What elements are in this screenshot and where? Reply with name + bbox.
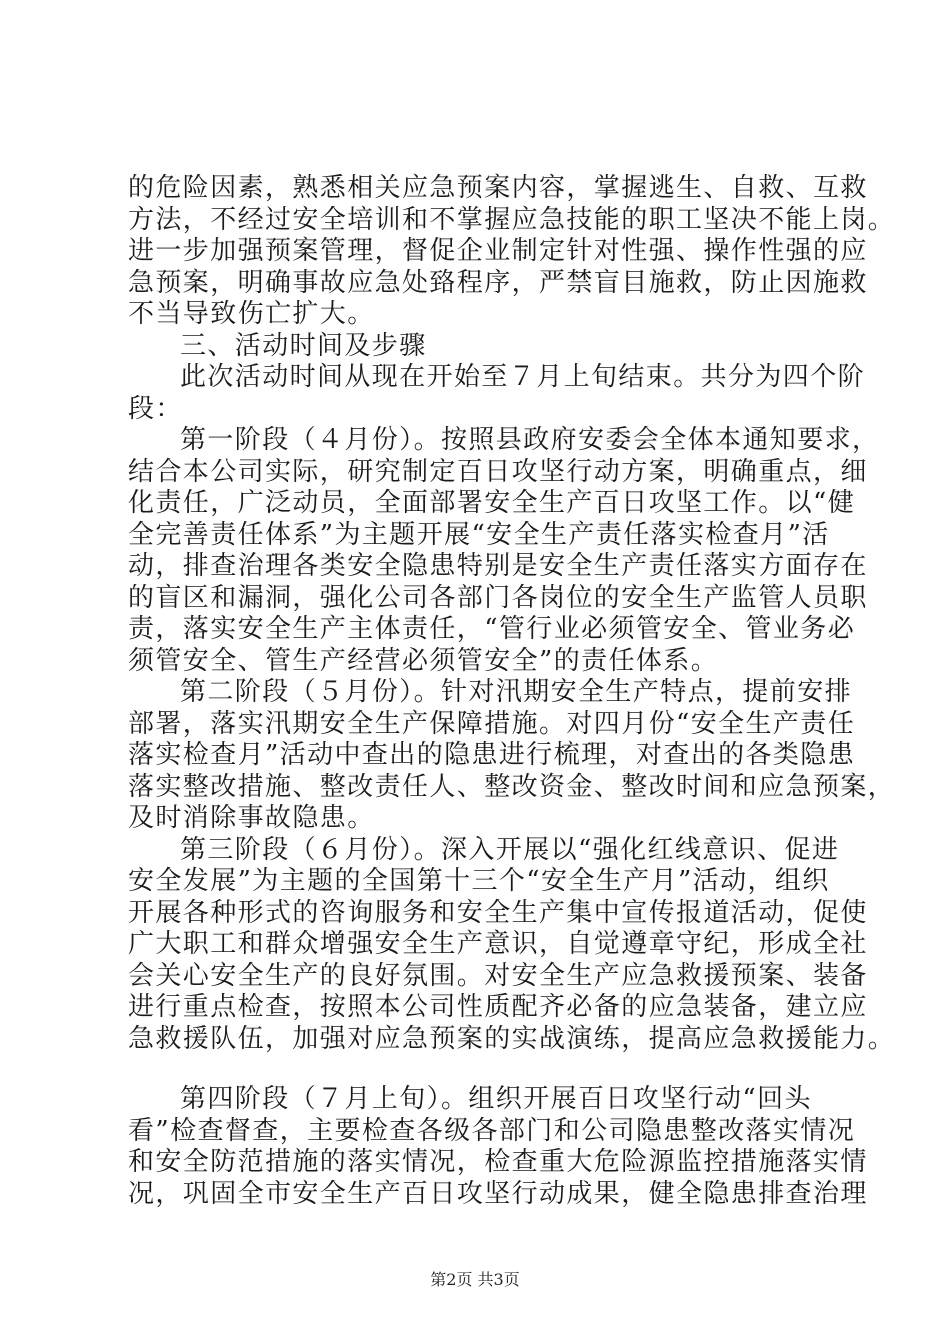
text-line: 会关心安全生产的良好氛围。对安全生产应急救援预案、装备: [128, 960, 868, 991]
text-line: 方法，不经过安全培训和不掌握应急技能的职工坚决不能上岗。: [128, 204, 896, 235]
text-line: 落实检查月”活动中查出的隐患进行梳理，对查出的各类隐患: [128, 740, 856, 770]
text-line: 况，巩固全市安全生产百日攻坚行动成果，健全隐患排查治理: [128, 1178, 868, 1209]
text-line: 此次活动时间从现在开始至７月上旬结束。共分为四个阶: [180, 362, 866, 392]
paragraph-gap: [128, 1055, 843, 1084]
text-line: 和安全防范措施的落实情况，检查重大危险源监控措施落实情: [128, 1147, 868, 1177]
text-line: 责，落实安全生产主体责任，“管行业必须管安全、管业务必: [128, 614, 856, 644]
text-line: 动，排查治理各类安全隐患特别是安全生产责任落实方面存在: [128, 551, 868, 581]
page-footer: 第2页 共3页: [430, 1270, 520, 1289]
text-line: 的危险因素，熟悉相关应急预案内容，掌握逃生、自救、互救: [128, 173, 868, 203]
section-heading: 三、活动时间及步骤: [180, 330, 427, 361]
text-line: 的盲区和漏洞，强化公司各部门各岗位的安全生产监管人员职: [128, 582, 868, 613]
text-line: 第四阶段（７月上旬）。组织开展百日攻坚行动“回头: [180, 1084, 812, 1114]
text-line: 安全发展”为主题的全国第十三个“安全生产月”活动，组织: [128, 866, 830, 896]
text-line: 第二阶段（５月份）。针对汛期安全生产特点，提前安排: [180, 677, 853, 707]
text-line: 看”检查督查，主要检查各级各部门和公司隐患整改落实情况: [128, 1115, 856, 1146]
text-line: 落实整改措施、整改责任人、整改资金、整改时间和应急预案，: [128, 771, 896, 802]
text-line: 结合本公司实际，研究制定百日攻坚行动方案，明确重点，细: [128, 456, 868, 487]
text-line: 开展各种形式的咨询服务和安全生产集中宣传报道活动，促使: [128, 897, 868, 928]
text-line: 段：: [128, 393, 183, 424]
text-line: 及时消除事故隐患。: [128, 803, 375, 833]
text-line: 广大职工和群众增强安全生产意识，自觉遵章守纪，形成全社: [128, 929, 868, 959]
text-line: 第三阶段（６月份）。深入开展以“强化红线意识、促进: [180, 834, 840, 865]
text-line: 全完善责任体系”为主题开展“安全生产责任落实检查月”活: [128, 519, 830, 550]
text-line: 进行重点检查，按照本公司性质配齐必备的应急装备，建立应: [128, 992, 868, 1022]
text-line: 不当导致伤亡扩大。: [128, 299, 375, 329]
text-line: 进一步加强预案管理，督促企业制定针对性强、操作性强的应: [128, 236, 868, 266]
text-line: 第一阶段（４月份）。按照县政府安委会全体本通知要求，: [180, 425, 880, 455]
document-body: [128, 173, 896, 1210]
text-line: 急救援队伍，加强对应急预案的实战演练，提高应急救援能力。: [128, 1023, 896, 1054]
text-line: 部署，落实汛期安全生产保障措施。对四月份“安全生产责任: [128, 708, 856, 739]
text-line: 急预案，明确事故应急处臵程序，严禁盲目施救，防止因施救: [128, 267, 868, 298]
text-line: 化责任，广泛动员，全面部署安全生产百日攻坚工作。以“健: [128, 488, 856, 518]
text-line: 须管安全、管生产经营必须管安全”的责任体系。: [128, 645, 719, 676]
